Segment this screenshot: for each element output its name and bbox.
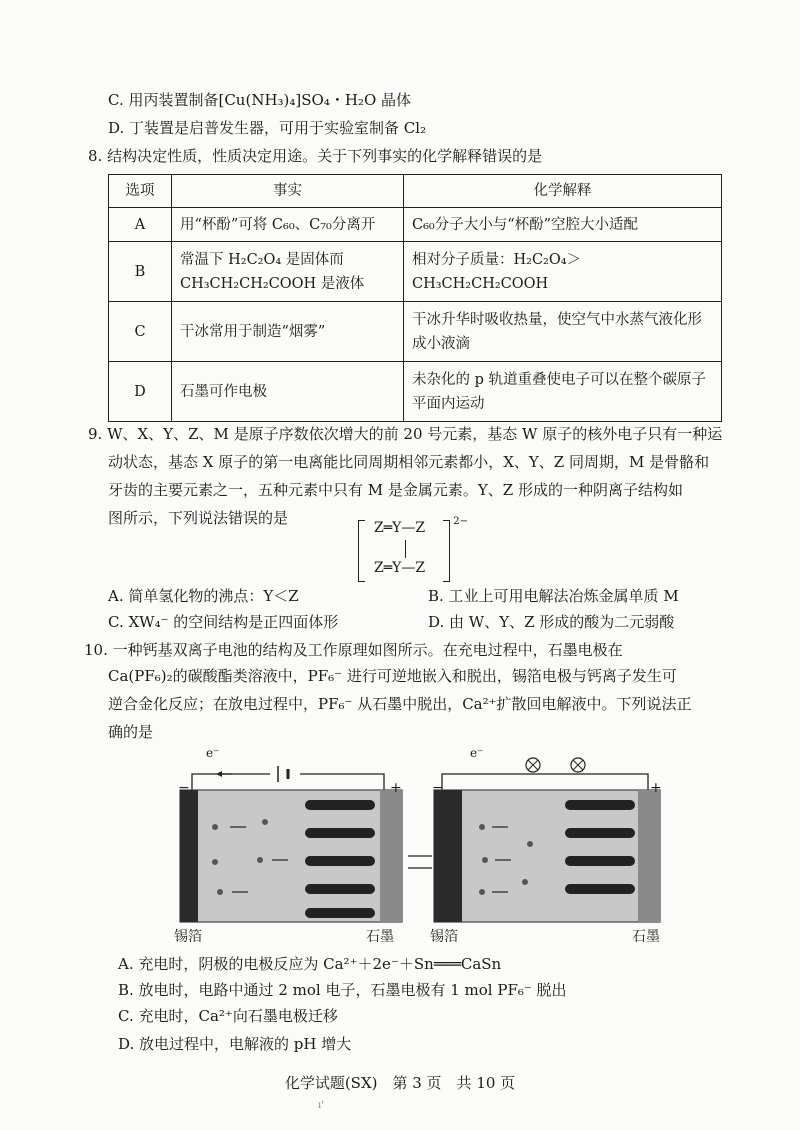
row-fact: 干冰常用于制造“烟雾” xyxy=(172,302,404,362)
q9-option-c: C. XW₄⁻ 的空间结构是正四面体形 xyxy=(108,613,339,631)
row-option: B xyxy=(109,242,172,302)
q9-line-4: 图所示，下列说法错误的是 xyxy=(108,509,289,527)
anion-bottom: Z═Y—Z xyxy=(374,560,426,576)
tin-foil-label-right: 锡箔 xyxy=(430,929,458,945)
table-row xyxy=(109,208,722,242)
anion-structure xyxy=(358,516,468,582)
table-header-row xyxy=(109,175,722,208)
table-row xyxy=(109,362,722,422)
battery-figure xyxy=(170,746,670,947)
q10-line-1: 10. 一种钙基双离子电池的结构及工作原理如图所示。在充电过程中，石墨电极在 xyxy=(84,641,623,659)
q9-option-a: A. 简单氢化物的沸点：Y＜Z xyxy=(108,587,299,605)
header-explanation: 化学解释 xyxy=(404,175,722,208)
q8-table xyxy=(108,174,722,422)
q10-line-3: 逆合金化反应；在放电过程中，PF₆⁻ 从石墨中脱出，Ca²⁺扩散回电解液中。下列说法正 xyxy=(108,695,692,713)
q10-option-b: B. 放电时，电路中通过 2 mol 电子，石墨电极有 1 mol PF₆⁻ 脱出 xyxy=(118,981,567,999)
q9-line-2: 动状态，基态 X 原子的第一电离能比同周期相邻元素都小，X、Y、Z 同周期，M 是骨骼和 xyxy=(108,453,710,471)
q9-option-d: D. 由 W、Y、Z 形成的酸为二元弱酸 xyxy=(428,613,675,631)
plus-terminal-left: + xyxy=(390,780,402,796)
row-explanation: 未杂化的 p 轨道重叠使电子可以在整个碳原子平面内运动 xyxy=(404,362,722,422)
graphite-label-right: 石墨 xyxy=(632,929,660,945)
table-row xyxy=(109,302,722,362)
q9-line-1: 9. W、X、Y、Z、M 是原子序数依次增大的前 20 号元素，基态 W 原子的核外电子只有一种运 xyxy=(88,425,723,443)
table-row xyxy=(109,242,722,302)
row-option: A xyxy=(109,208,172,242)
charge-cell xyxy=(180,766,402,922)
row-explanation: 相对分子质量：H₂C₂O₄＞CH₃CH₂CH₂COOH xyxy=(404,242,722,302)
q10-option-c: C. 充电时，Ca²⁺向石墨电极迁移 xyxy=(118,1007,338,1025)
page-footer: 化学试题(SX) 第 3 页 共 10 页 xyxy=(284,1074,516,1092)
scan-mark: ı' xyxy=(318,1100,324,1111)
q9-line-3: 牙齿的主要元素之一，五种元素中只有 M 是金属元素。Y、Z 形成的一种阴离子结构如 xyxy=(108,481,683,499)
row-fact: 石墨可作电极 xyxy=(172,362,404,422)
graphite-electrode xyxy=(638,790,660,922)
electron-label-charge: e⁻ xyxy=(206,746,220,760)
discharge-cell xyxy=(434,758,660,922)
graphite-label-left: 石墨 xyxy=(366,929,394,945)
q7-option-d: D. 丁装置是启普发生器，可用于实验室制备 Cl₂ xyxy=(108,119,427,137)
q7-option-c: C. 用丙装置制备[Cu(NH₃)₄]SO₄・H₂O 晶体 xyxy=(108,91,412,109)
q8-stem: 8. 结构决定性质，性质决定用途。关于下列事实的化学解释错误的是 xyxy=(88,147,543,165)
q10-line-4: 确的是 xyxy=(108,723,154,741)
row-explanation: 干冰升华时吸收热量，使空气中水蒸气液化形成小液滴 xyxy=(404,302,722,362)
battery-diagram xyxy=(170,752,670,947)
tin-foil-electrode xyxy=(180,790,198,922)
arrow-icon xyxy=(216,771,222,777)
row-option: C xyxy=(109,302,172,362)
electron-label-discharge: e⁻ xyxy=(470,746,484,760)
q10-line-2: Ca(PF₆)₂的碳酸酯类溶液中，PF₆⁻ 进行可逆地嵌入和脱出，锡箔电极与钙离子发生可 xyxy=(108,667,677,685)
row-option: D xyxy=(109,362,172,422)
row-explanation: C₆₀分子大小与“杯酚”空腔大小适配 xyxy=(404,208,722,242)
right-bracket xyxy=(443,520,450,582)
tin-foil-electrode xyxy=(434,790,462,922)
graphite-electrode xyxy=(380,790,402,922)
header-option: 选项 xyxy=(109,175,172,208)
tin-foil-label-left: 锡箔 xyxy=(174,929,202,945)
row-fact: 用“杯酚”可将 C₆₀、C₇₀分离开 xyxy=(172,208,404,242)
row-fact: 常温下 H₂C₂O₄ 是固体而 CH₃CH₂CH₂COOH 是液体 xyxy=(172,242,404,302)
anion-bond xyxy=(405,540,406,558)
plus-terminal-right: + xyxy=(650,780,662,796)
minus-terminal-right: − xyxy=(432,780,444,796)
q9-option-b: B. 工业上可用电解法冶炼金属单质 M xyxy=(428,587,679,605)
header-fact: 事实 xyxy=(172,175,404,208)
process-arrows xyxy=(408,856,432,868)
left-bracket xyxy=(358,520,365,582)
minus-terminal-left: − xyxy=(178,780,190,796)
q10-option-d: D. 放电过程中，电解液的 pH 增大 xyxy=(118,1035,352,1053)
anion-charge: 2− xyxy=(453,516,468,527)
q10-option-a: A. 充电时，阴极的电极反应为 Ca²⁺＋2e⁻＋Sn═══CaSn xyxy=(118,955,502,973)
anion-top: Z═Y—Z xyxy=(374,520,426,536)
